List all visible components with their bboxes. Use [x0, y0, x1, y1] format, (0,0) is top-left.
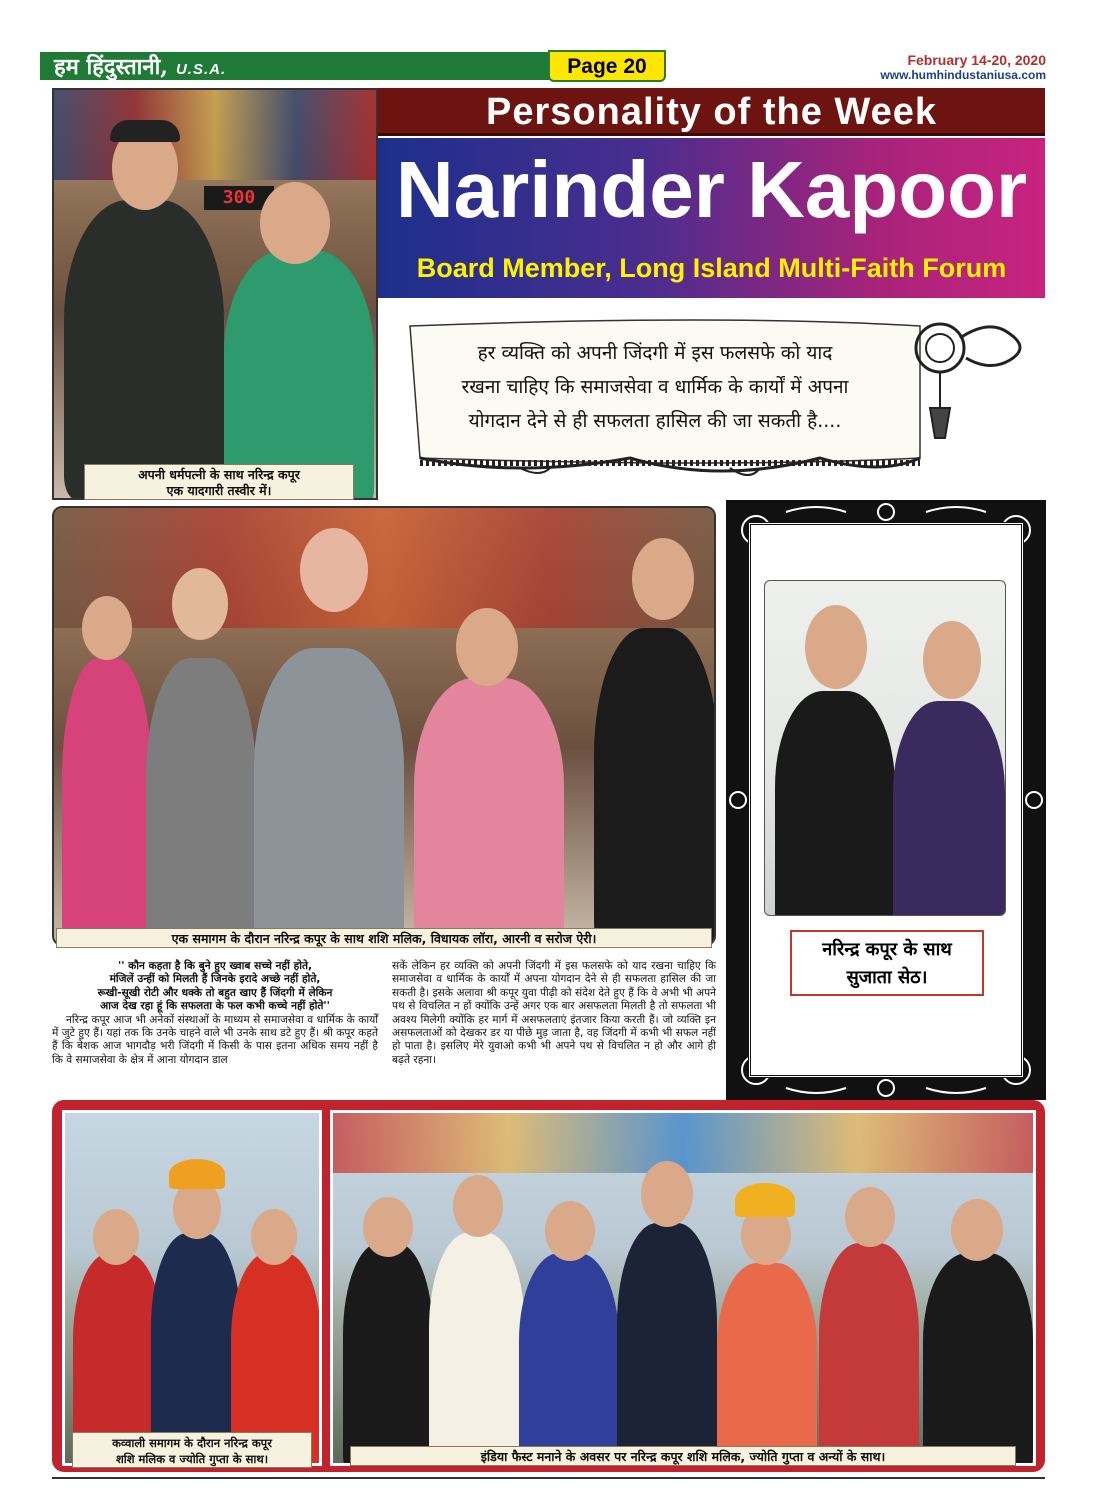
caption-qawwali-line1: कव्वाली समागम के दौरान नरिन्द्र कपूर: [112, 1436, 272, 1450]
fest-head-3: [545, 1201, 595, 1261]
photo-india-fest: [330, 1110, 1036, 1466]
qawwali-head-3: [251, 1209, 297, 1265]
page-number: Page 20: [548, 50, 666, 82]
fest-head-4: [641, 1161, 693, 1227]
caption-framed-line1: नरिन्द्र कपूर के साथ: [822, 939, 952, 960]
head-2: [172, 568, 228, 640]
article-column-1: [52, 960, 378, 1067]
woman-figure: [224, 250, 374, 500]
caption-group: एक समागम के दौरान नरिन्द्र कपूर के साथ शशि मलिक, विधायक लॉरा, आरनी व सरोज ऐरी।: [56, 928, 712, 948]
caption-couple-line1: अपनी धर्मपत्नी के साथ नरिन्द्र कपूर: [138, 467, 300, 482]
newspaper-title: [54, 53, 226, 81]
caption-framed-line2: सुजाता सेठ।: [846, 967, 928, 988]
fest-head-6: [845, 1187, 895, 1247]
head-4: [456, 608, 518, 686]
fest-figure-6: [819, 1243, 919, 1466]
quote-line-3: योगदान देने से ही सफलता हासिल की जा सकती है....: [468, 410, 842, 432]
caption-couple: [84, 464, 354, 500]
framed-woman: [893, 701, 1005, 916]
website-link[interactable]: www.humhindustaniusa.com: [880, 68, 1046, 82]
fest-head-1: [363, 1197, 413, 1257]
newspaper-suffix: U.S.A.: [175, 61, 227, 78]
head-5: [632, 538, 694, 620]
figure-5: [594, 628, 716, 946]
issue-date: February 14-20, 2020: [907, 52, 1046, 68]
photo-couple: [52, 88, 378, 500]
fest-figure-1: [343, 1243, 433, 1466]
poem-line-4: आज देख रहा हूं कि सफलता के फल कभी कच्चे नहीं होते'': [100, 1000, 330, 1013]
figure-1: [62, 658, 152, 946]
article-paragraph-1: नरिन्द्र कपूर आज भी अनेकों संस्थाओं के माध्यम से समाजसेवा व धार्मिक के कार्यों में जुटे हुए हैं। यहां तक कि उनके चाहने वाले भी उनके साथ डटे हुए हैं। श्री कपूर कहते हैं कि बेशक आज भागदौड़ भरी जिंदगी में किसी के पास इतना अधिक समय नहीं है कि वे समाजसेवा के क्षेत्र में आना योगदान डाल: [52, 1013, 378, 1066]
caption-qawwali: [72, 1432, 312, 1468]
article-column-2: [392, 960, 716, 1067]
caption-framed: [790, 930, 984, 996]
article-paragraph-2: सकें लेकिन हर व्यक्ति को अपनी जिंदगी में इस फलसफे को याद रखना चाहिए कि समाजसेवा व धार्मिक के कार्यों में अपना योगदान देने से ही सफलता हासिल की जा सकती है। इसके अलावा श्री कपूर युवा पीढ़ी को संदेश देते हुए हैं कि वे अभी भी अपने पथ से विचलित न हों क्योंकि उन्हें अगर एक बार असफलता मिलती है तो सफलता भी अवश्य मिलेगी क्योंकि हर मार्ग में असफलताएं इंतजार किया करती हैं। जो व्यक्ति इन असफलताओं को देखकर डर या पीछे मुड़ जाता है, वह जिंदगी में कभी भी सफल नहीं हो पाता है। इसलिए मेरे युवाओ कभी भी अपने पथ से विचलित न हो और आगे ही बढ़ते रहना।: [392, 960, 716, 1066]
newspaper-name: हम हिंदुस्तानी,: [54, 54, 168, 80]
quote-line-1: हर व्यक्ति को अपनी जिंदगी में इस फलसफे को याद: [477, 342, 833, 364]
figure-3: [254, 648, 404, 946]
fest-figure-7: [923, 1253, 1033, 1466]
framed-man: [775, 691, 895, 916]
quote-text: [420, 336, 890, 438]
caption-couple-line2: एक यादगारी तस्वीर में।: [166, 483, 272, 498]
framed-man-head: [805, 605, 867, 689]
kicker-title: Personality of the Week: [486, 91, 937, 133]
framed-woman-head: [923, 621, 981, 699]
fest-head-2: [453, 1175, 503, 1237]
caption-india-fest: इंडिया फैस्ट मनाने के अवसर पर नरिन्द्र कपूर शशि मलिक, ज्योति गुप्ता व अन्यों के साथ।: [350, 1446, 1016, 1466]
man-figure: [64, 200, 224, 500]
person-name: Narinder Kapoor: [395, 145, 1028, 234]
fest-figure-4: [617, 1223, 717, 1466]
figure-2: [146, 658, 256, 946]
poem-line-2: मंजिलें उन्हीं को मिलती हैं जिनके इरादे अच्छे नहीं होते,: [109, 973, 321, 986]
page-footer-rule: [52, 1477, 1045, 1479]
head-3: [300, 528, 368, 612]
person-role: Board Member, Long Island Multi-Faith Forum: [416, 253, 1007, 283]
fest-figure-2: [429, 1233, 525, 1466]
photo-framed: [764, 580, 1006, 916]
quote-line-2: रखना चाहिए कि समाजसेवा व धार्मिक के कार्यों में अपना: [461, 376, 849, 398]
head-1: [82, 596, 132, 660]
qawwali-head-1: [93, 1209, 139, 1265]
fest-figure-5: [717, 1263, 817, 1466]
poem-line-3: रूखी-सूखी रोटी और धक्के तो बहुत खाए हैं जिंदगी में लेकिन: [97, 986, 333, 999]
photo-group: [52, 506, 716, 946]
fest-head-7: [951, 1199, 1003, 1261]
poem-line-1: '' कौन कहता है कि बुने हुए ख्वाब सच्चे नहीं होते,: [117, 960, 313, 972]
photo-qawwali: [62, 1110, 322, 1466]
figure-4: [414, 678, 564, 946]
poem: [52, 960, 378, 1014]
woman-head: [260, 182, 330, 264]
timer-display: 300: [204, 186, 274, 210]
caption-qawwali-line2: शशि मलिक व ज्योति गुप्ता के साथ।: [115, 1452, 269, 1466]
fest-figure-3: [519, 1253, 619, 1466]
